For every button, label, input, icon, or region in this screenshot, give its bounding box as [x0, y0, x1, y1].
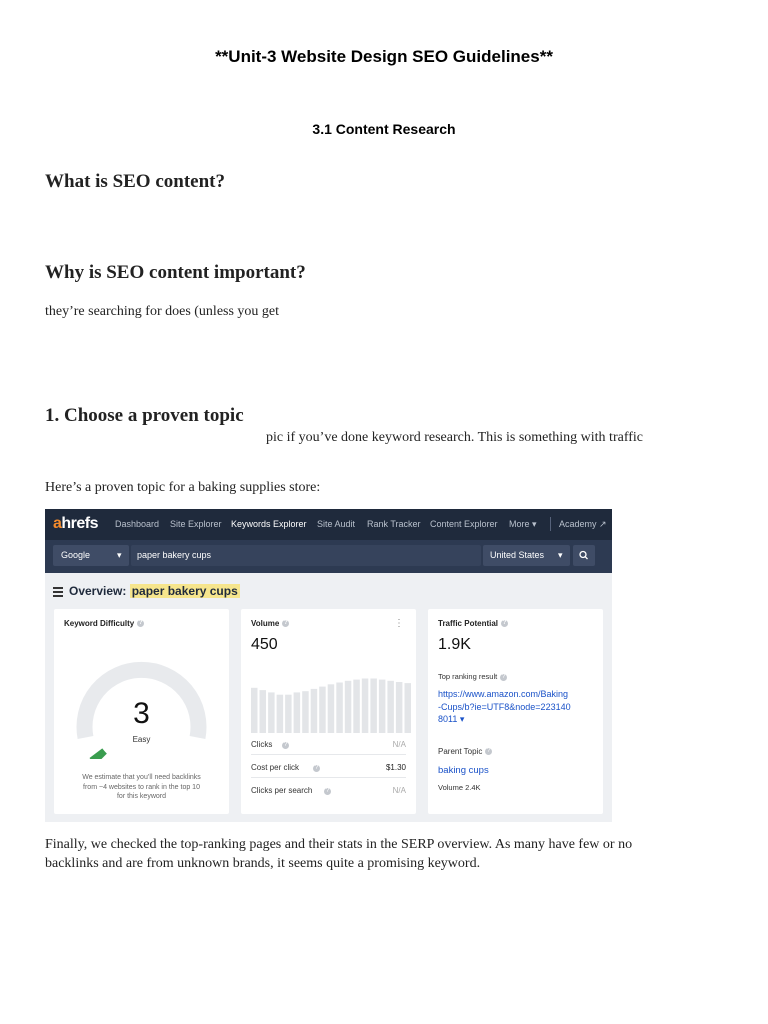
nav-divider [550, 517, 551, 531]
help-icon: ? [502, 673, 506, 680]
help-icon: ? [502, 620, 507, 627]
heading-why-seo-content-important: Why is SEO content important? [45, 262, 306, 283]
section-subtitle: 3.1 Content Research [312, 121, 456, 137]
top-result-label: Top ranking result ? [438, 672, 506, 681]
document-title: **Unit-3 Website Design SEO Guidelines** [215, 47, 553, 66]
cpc-label: Cost per click [251, 763, 300, 772]
more-options-icon[interactable]: ⋮ [394, 618, 404, 629]
volume-bar [362, 679, 369, 734]
volume-bar [396, 682, 403, 733]
conclusion-paragraph [45, 835, 632, 873]
volume-trend-chart [251, 675, 411, 733]
kd-label: Easy [132, 735, 151, 744]
volume-card [241, 609, 416, 814]
cps-value: N/A [392, 786, 406, 795]
parent-topic-volume: Volume 2.4K [438, 783, 481, 792]
volume-bar [302, 691, 309, 733]
nav-rank-tracker[interactable]: Rank Tracker [367, 519, 421, 529]
help-icon: ? [314, 765, 319, 771]
volume-bar [387, 681, 394, 733]
kd-title: Keyword Difficulty ? [64, 619, 143, 628]
heading-what-is-seo-content: What is SEO content? [45, 171, 225, 192]
search-button[interactable] [573, 545, 595, 566]
clicks-value: N/A [392, 740, 406, 749]
country-select[interactable]: United States ▾ [483, 545, 570, 566]
chevron-down-icon: ▾ [117, 550, 122, 560]
volume-bar [251, 688, 258, 733]
cpc-value: $1.30 [385, 763, 406, 772]
nav-site-explorer[interactable]: Site Explorer [170, 519, 222, 529]
nav-dashboard[interactable]: Dashboard [115, 519, 160, 529]
volume-bar [353, 680, 360, 733]
volume-bar [370, 679, 377, 734]
help-icon: ? [283, 620, 288, 627]
kd-value: 3 [133, 697, 150, 730]
help-icon: ? [283, 742, 288, 748]
volume-bar [328, 684, 335, 733]
ahrefs-topbar [45, 509, 612, 540]
help-icon: ? [325, 788, 330, 794]
nav-more[interactable]: More ▾ [509, 519, 537, 529]
ahrefs-logo[interactable]: ahrefs [53, 515, 99, 532]
keyword-difficulty-card [54, 609, 229, 814]
keyword-input[interactable]: paper bakery cups [131, 545, 481, 566]
ahrefs-screenshot [45, 509, 612, 822]
parent-topic-link[interactable]: baking cups [438, 765, 489, 776]
volume-bar [405, 683, 412, 733]
kd-gauge-fill [96, 753, 101, 759]
volume-bar [277, 695, 284, 733]
chevron-down-icon: ▾ [558, 550, 563, 560]
intro-paragraph: Here’s a proven topic for a baking supplies store: [45, 480, 321, 495]
conclusion-line-2: backlinks and are from unknown brands, it seems quite a promising keyword. [45, 856, 481, 871]
volume-bar [285, 695, 292, 733]
divider [251, 754, 406, 755]
volume-bar [379, 680, 386, 733]
top-result-link[interactable]: https://www.amazon.com/Baking -Cups/b?ie=UTF8&node=223140 8011 ▾ [438, 689, 571, 724]
kd-note: We estimate that you’ll need backlinks from ~4 websites to rank in the top 10 for this keyword [82, 774, 201, 800]
volume-bar [336, 683, 343, 734]
traffic-title: Traffic Potential ? [438, 619, 507, 628]
traffic-potential-card [428, 609, 603, 814]
keyword-search-bar [45, 540, 612, 573]
nav-site-audit[interactable]: Site Audit [317, 519, 356, 529]
volume-bar [319, 687, 326, 733]
help-icon: ? [487, 748, 491, 755]
search-icon [573, 545, 595, 566]
volume-bar [311, 689, 318, 733]
volume-title: Volume ? [251, 619, 288, 628]
help-icon: ? [138, 620, 143, 627]
divider [251, 777, 406, 778]
volume-bar [268, 692, 275, 733]
traffic-value: 1.9K [438, 636, 471, 653]
conclusion-line-1: Finally, we checked the top-ranking pages and their stats in the SERP overview. As many have few or no [45, 837, 633, 852]
clicks-label: Clicks [251, 740, 273, 749]
nav-academy[interactable]: Academy ↗ [559, 519, 607, 529]
overview-keyword-highlight: paper bakery cups [131, 584, 238, 598]
cps-label: Clicks per search [251, 786, 313, 795]
why-paragraph: they’re searching for does (unless you get [45, 304, 280, 319]
volume-bar [294, 692, 301, 733]
heading-choose-proven-topic: 1. Choose a proven topic [45, 405, 244, 426]
nav-keywords-explorer[interactable]: Keywords Explorer [231, 519, 307, 529]
overview-heading: Overview: paper bakery cups [69, 584, 238, 598]
hamburger-menu-icon[interactable] [53, 587, 63, 599]
volume-bar [260, 690, 267, 733]
volume-value: 450 [251, 636, 278, 653]
choose-topic-paragraph: pic if you’ve done keyword research. This is something with traffic [266, 430, 643, 445]
volume-bar [345, 681, 352, 733]
parent-topic-label: Parent Topic ? [438, 747, 491, 756]
nav-content-explorer[interactable]: Content Explorer [430, 519, 498, 529]
search-engine-select[interactable]: Google ▾ [53, 545, 129, 566]
